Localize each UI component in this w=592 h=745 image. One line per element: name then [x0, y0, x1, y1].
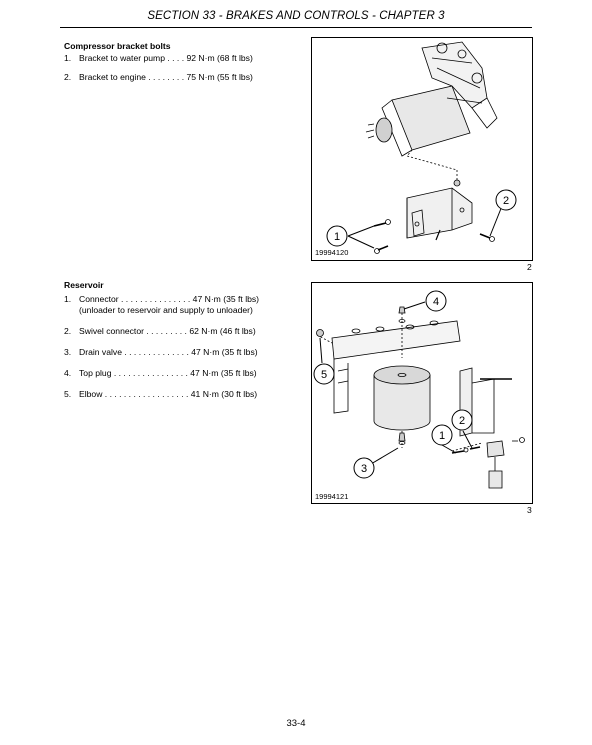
list-item-number: 1.	[64, 294, 72, 304]
list-item	[64, 72, 253, 83]
list-item-number: 1.	[64, 53, 72, 63]
header-rule	[60, 27, 532, 28]
list-item	[64, 347, 258, 358]
callout-label: 5	[320, 369, 328, 381]
list-item-text: Bracket to engine . . . . . . . . 75 N·m (55 ft lbs)	[79, 72, 253, 82]
callout-label: 4	[432, 296, 440, 308]
list-item-text: Swivel connector . . . . . . . . . 62 N·m (46 ft lbs)	[79, 326, 256, 336]
section-title-compressor-bracket: Compressor bracket bolts	[64, 41, 171, 51]
page-header-title: SECTION 33 - BRAKES AND CONTROLS - CHAPTER 3	[147, 10, 445, 22]
figure-number: 2	[527, 262, 532, 272]
callout-label: 2	[502, 195, 510, 207]
reservoir-illustration	[312, 283, 532, 503]
list-item-text: Drain valve . . . . . . . . . . . . . . 47 N·m (35 ft lbs)	[79, 347, 258, 357]
callout-label: 1	[438, 430, 446, 442]
figure-image-id: 19994121	[315, 492, 349, 501]
list-item-text: Connector . . . . . . . . . . . . . . . 47 N·m (35 ft lbs)	[79, 294, 260, 304]
figure-reservoir	[311, 282, 533, 504]
figure-compressor-bracket	[311, 37, 533, 261]
list-item-number: 3.	[64, 347, 72, 357]
list-item	[64, 326, 256, 337]
list-item	[64, 389, 257, 400]
callout-label: 1	[333, 231, 341, 243]
list-item-text: Top plug . . . . . . . . . . . . . . . . 47 N·m (35 ft lbs)	[79, 368, 257, 378]
list-item	[64, 53, 253, 64]
compressor-bracket-illustration	[312, 38, 532, 260]
list-item	[64, 368, 257, 379]
list-item-number: 5.	[64, 389, 72, 399]
list-item-number: 2.	[64, 326, 72, 336]
list-item-text: Elbow . . . . . . . . . . . . . . . . . . 41 N·m (30 ft lbs)	[79, 389, 258, 399]
callout-label: 2	[458, 415, 466, 427]
figure-number: 3	[527, 505, 532, 515]
callout-label: 3	[360, 463, 368, 475]
page-number: 33-4	[286, 718, 306, 729]
section-title-reservoir: Reservoir	[64, 280, 104, 290]
list-item-text: Bracket to water pump . . . . 92 N·m (68 ft lbs)	[79, 53, 253, 63]
list-item-number: 2.	[64, 72, 72, 82]
figure-image-id: 19994120	[315, 248, 349, 257]
list-item-subtext: (unloader to reservoir and supply to unloader)	[79, 305, 253, 315]
list-item-number: 4.	[64, 368, 72, 378]
list-item	[64, 294, 259, 305]
